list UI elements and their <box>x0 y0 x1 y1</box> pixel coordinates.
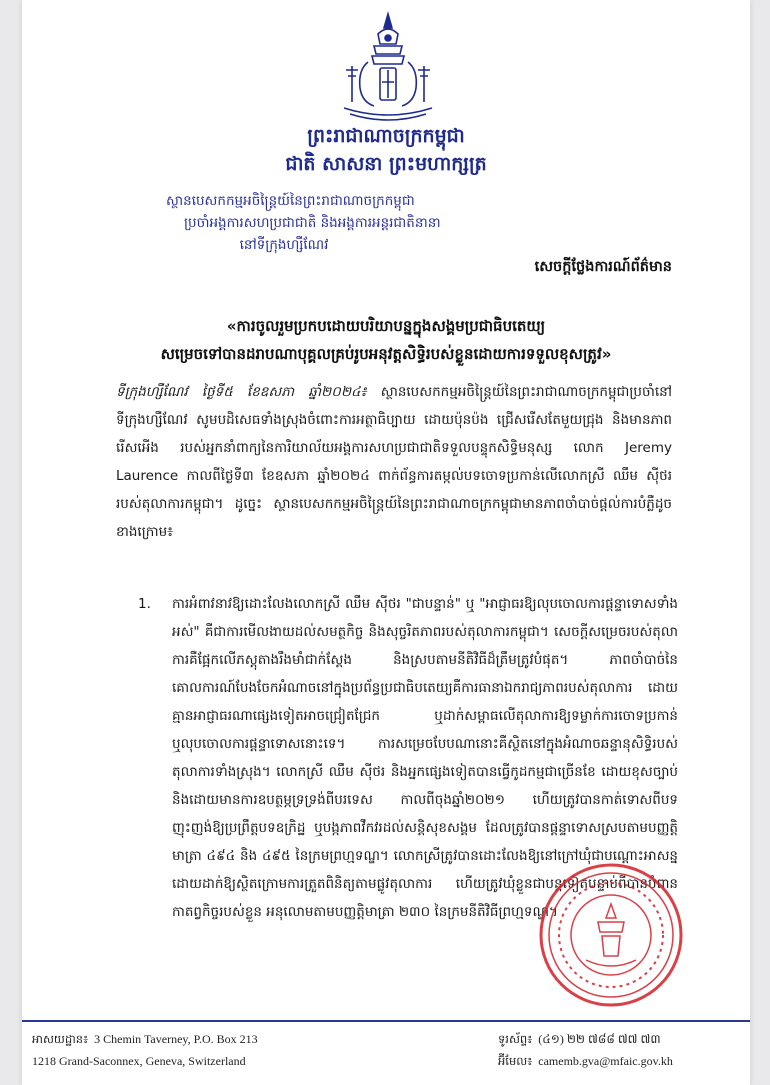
mission-name-line: ប្រចាំអង្គការសហប្រជាជាតិ និងអង្គការអន្តរជាតិនានា <box>184 215 441 231</box>
intro-paragraph <box>116 378 672 546</box>
email-link[interactable]: camemb.gva@mfaic.gov.kh <box>538 1054 673 1068</box>
intro-text: ស្ថានបេសកកម្មអចិន្ត្រៃយ៍នៃព្រះរាជាណាចក្រកម្ពុជាប្រចាំនៅទីក្រុងហ្សឺណែវ សូមបដិសេធទាំងស្រុងចំពោះការអត្ថាធិប្បាយ ដោយប៉ុនប៉ង ជ្រើសរើសតែមួយជ្រុង និងមានភាពរើសអើង របស់អ្នកនាំពាក្យនៃការិយាល័យអង្គការសហប្រជាជាតិទទួលបន្ទុកសិទ្ធិមនុស្ស លោក Jeremy Laurence កាលពីថ្ងៃទី៣ ខែឧសភា ឆ្នាំ២០២៤ ពាក់ព័ន្ធការតម្កល់បទចោទប្រកាន់លើលោកស្រី ឈឹម ស៊ីថរ របស់តុលាការកម្ពុជា។ ដូច្នេះ ស្ថានបេសកកម្មអចិន្ត្រៃយ៍នៃព្រះរាជាណាចក្រកម្ពុជាមានភាពចាំបាច់ផ្ដល់ការបំភ្លឺដូចខាងក្រោម៖ <box>116 384 672 540</box>
mission-name-line: ស្ថានបេសកកម្មអចិន្ត្រៃយ៍នៃព្រះរាជាណាចក្រកម្ពុជា <box>166 193 415 209</box>
email-label: អ៊ីមែល៖ <box>498 1054 533 1068</box>
item-number: 1. <box>138 596 151 612</box>
item-text: ការអំពាវនាវឱ្យដោះលែងលោកស្រី ឈឹម ស៊ីថរ "ជាបន្ទាន់" ឬ "អាជ្ញាធរឱ្យលុបចោលការផ្ដន្ទាទោសទាំងអស់" គឺជាការមើលងាយដល់សមត្ថកិច្ច និងសុច្ចរិតភាពរបស់តុលាការកម្ពុជា។ សេចក្ដីសម្រេចរបស់តុលាការគឺផ្អែកលើភស្តុតាងរឹងមាំជាក់ស្ដែង និងស្របតាមនីតិវិធីដ៏ត្រឹមត្រូវបំផុត។ ភាពចាំបាច់នៃគោលការណ៍បែងចែកអំណាចនៅក្នុងប្រព័ន្ធប្រជាធិបតេយ្យគឺការធានាឯករាជ្យភាពរបស់តុលាការ ដោយគ្មានអាជ្ញាធរណាផ្សេងទៀតអាចជ្រៀតជ្រែក ឬដាក់សម្ពាធលើតុលាការឱ្យទម្លាក់ការចោទប្រកាន់ ឬលុបចោលការផ្ដន្ទាទោសនោះទេ។ ការសម្រេចបែបណានោះគឺស្ថិតនៅក្នុងអំណាចឆន្ទានុសិទ្ធិរបស់តុលាការទាំងស្រុង។ លោកស្រី ឈឹម ស៊ីថរ និងអ្នកផ្សេងទៀតបានធ្វើកូដកម្មជាច្រើនខែ ដោយខុសច្បាប់ និងដោយមានការឧបត្ថម្ភទ្រទ្រង់ពីបរទេស កាលពីចុងឆ្នាំ២០២១ ហើយត្រូវបានកាត់ទោសពីបទញុះញង់ឱ្យប្រព្រឹត្តបទឧក្រិដ្ឋ ឬបង្កភាពវឹកវរដល់សន្តិសុខសង្គម ដែលត្រូវបានផ្ដន្ទាទោសស្របតាមបញ្ញត្តិមាត្រា ៤៩៤ និង ៤៩៥ នៃក្រមព្រហ្មទណ្ឌ។ លោកស្រីត្រូវបានដោះលែងឱ្យនៅក្រៅឃុំជាបណ្ដោះអាសន្នដោយដាក់ឱ្យស្ថិតក្រោមការត្រួតពិនិត្យតាមផ្លូវតុលាការ ហើយត្រូវឃុំខ្លួនជាបន្តទៀតបន្ទាប់ពីបានបំពានកាតព្វកិច្ចរបស់ខ្លួន អនុលោមតាមបញ្ញត្តិមាត្រា ២៣០ នៃក្រមនីតិវិធីព្រហ្មទណ្ឌ។ <box>172 596 678 920</box>
headline-line: «ការចូលរួមប្រកបដោយបរិយាបន្នក្នុងសង្គមប្រជាធិបតេយ្យ <box>226 317 546 335</box>
kingdom-title: ព្រះរាជាណាចក្រកម្ពុជា <box>307 125 465 147</box>
phone-label: ទូរស័ព្ទ៖ <box>498 1032 533 1046</box>
mission-name-block <box>166 190 441 256</box>
phone-number: (៤១) ២២ ៧៨៨ ៧៧ ៧៣ <box>538 1032 661 1046</box>
address-line: 3 Chemin Taverney, P.O. Box 213 <box>94 1032 258 1046</box>
official-seal-stamp <box>536 860 686 1010</box>
press-release-label: សេចក្ដីថ្លែងការណ៍ព័ត៌មាន <box>534 259 672 275</box>
mission-name-line: នៅទីក្រុងហ្សឺណែវ <box>239 237 329 253</box>
headline-line: សម្រេចទៅបានដរាបណាបុគ្គលគ្រប់រូបអនុវត្តសិទ្ធិរបស់ខ្លួនដោយការទទួលខុសត្រូវ» <box>160 345 612 363</box>
footer-rule <box>22 1020 750 1022</box>
address-label: អាសយដ្ឋាន៖ <box>32 1032 89 1046</box>
footer-contact <box>498 1028 673 1072</box>
royal-coat-of-arms-emblem <box>328 10 448 128</box>
national-motto: ជាតិ សាសនា ព្រះមហាក្សត្រ <box>285 153 487 175</box>
footer-address <box>32 1028 258 1072</box>
address-line: 1218 Grand-Saconnex, Geneva, Switzerland <box>32 1054 246 1068</box>
dateline: ទីក្រុងហ្សឺណែវ ថ្ងៃទី៥ ខែឧសភា ឆ្នាំ២០២៤៖ <box>116 384 367 400</box>
document-page <box>22 0 750 1085</box>
